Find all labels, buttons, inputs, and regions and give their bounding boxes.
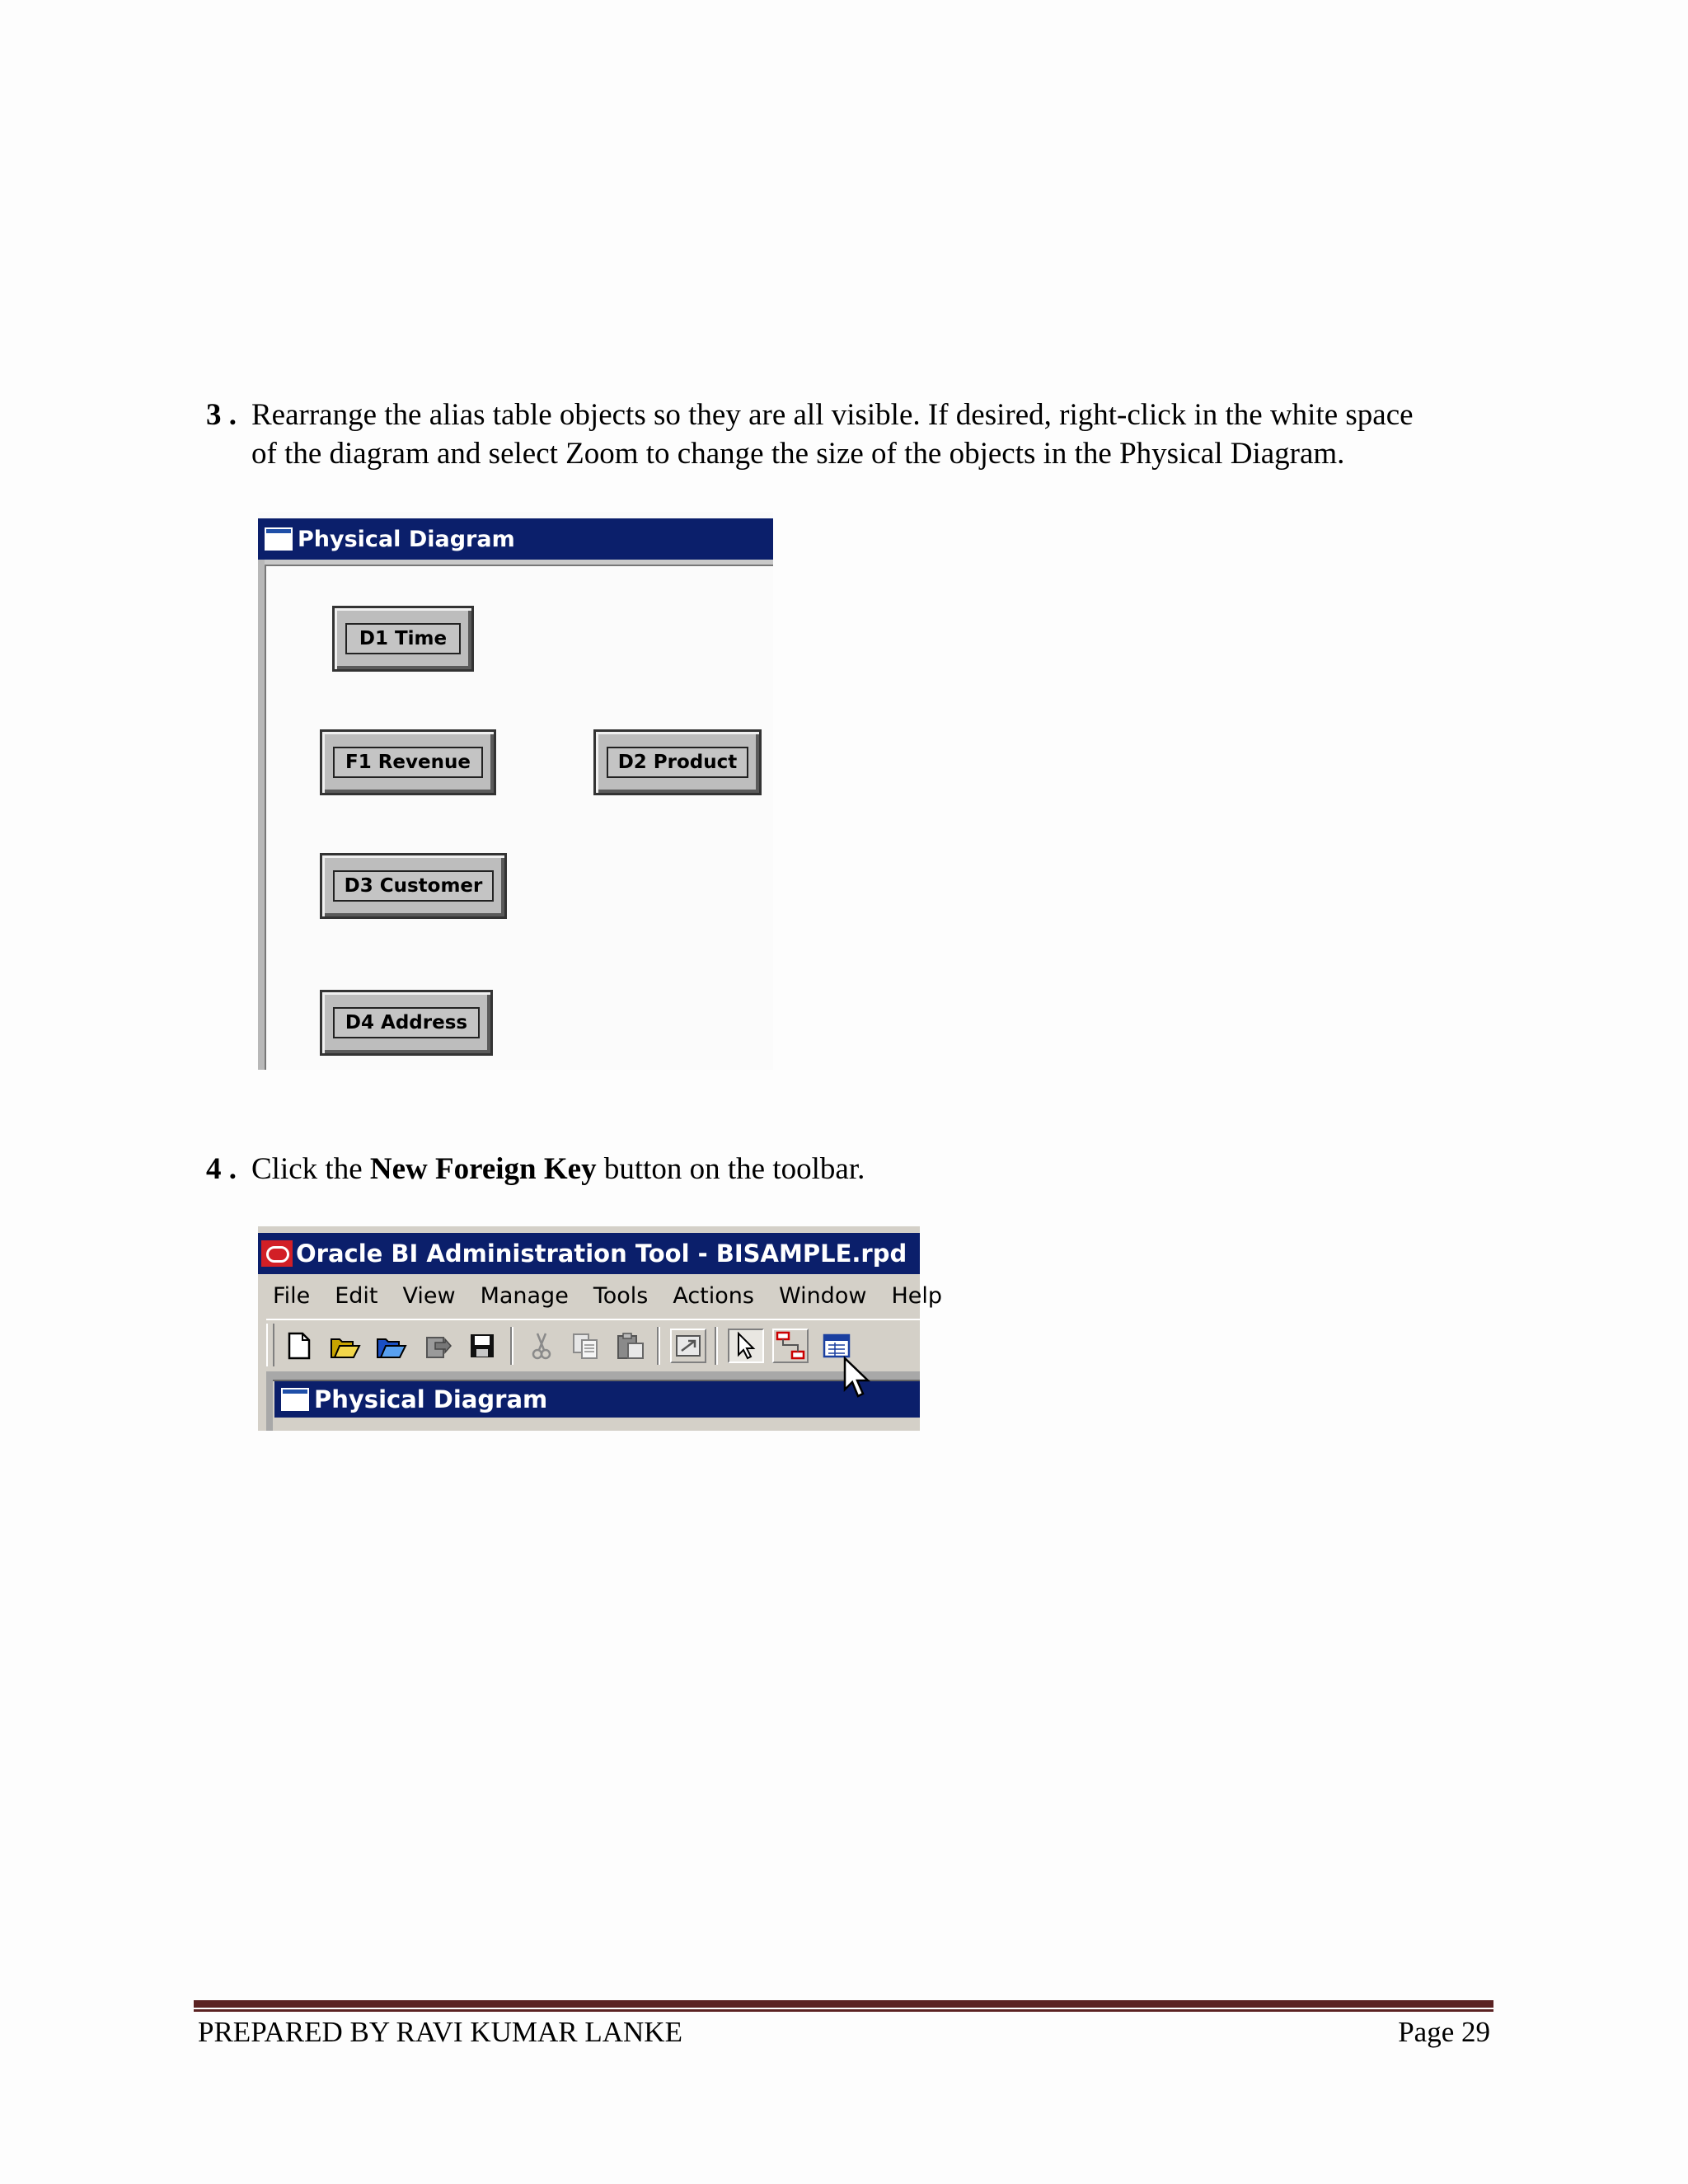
mdi-client-frame	[266, 1380, 273, 1431]
step-text-line: Rearrange the alias table objects so they are all visible. If desired, right-click in the white space	[251, 398, 1414, 432]
check-in-icon	[424, 1333, 452, 1359]
new-button[interactable]	[281, 1329, 317, 1363]
window-title: Physical Diagram	[298, 526, 515, 552]
toolbar-grip[interactable]	[266, 1324, 274, 1366]
oracle-logo-icon	[261, 1240, 293, 1267]
menu-tools[interactable]: Tools	[593, 1282, 649, 1309]
table-f1-revenue[interactable]	[320, 729, 496, 795]
footer-page-number: Page 29	[1398, 2016, 1490, 2048]
step-text-bold: New Foreign Key	[369, 1152, 597, 1186]
menu-view[interactable]: View	[402, 1282, 456, 1309]
select-arrow-icon	[736, 1332, 756, 1360]
toolbar-separator	[510, 1327, 513, 1365]
cut-button[interactable]	[523, 1329, 560, 1363]
physical-diagram-screenshot	[258, 512, 773, 1070]
menu-window[interactable]: Window	[778, 1282, 867, 1309]
cut-icon	[531, 1332, 552, 1360]
zoom-button[interactable]	[670, 1329, 706, 1363]
window-icon	[265, 527, 293, 551]
menu-manage[interactable]: Manage	[480, 1282, 569, 1309]
app-title: Oracle BI Administration Tool - BISAMPLE.rpd	[296, 1240, 907, 1268]
child-window-title: Physical Diagram	[314, 1385, 548, 1413]
window-icon	[281, 1388, 309, 1411]
table-label: F1 Revenue	[333, 747, 483, 778]
step-text-after: button on the toolbar.	[596, 1152, 865, 1186]
menu-edit[interactable]: Edit	[335, 1282, 378, 1309]
check-in-button[interactable]	[420, 1329, 456, 1363]
table-label: D1 Time	[345, 623, 461, 654]
save-button[interactable]	[464, 1329, 500, 1363]
footer-rule	[194, 2000, 1493, 2008]
table-d4-address[interactable]	[320, 990, 493, 1056]
copy-button[interactable]	[568, 1329, 604, 1363]
menu-bar	[273, 1277, 967, 1314]
step-text	[251, 1150, 865, 1188]
open-icon	[330, 1333, 361, 1359]
table-label: D3 Customer	[333, 870, 494, 902]
paste-button[interactable]	[612, 1329, 649, 1363]
physical-diagram-title-bar	[258, 518, 773, 560]
table-d2-product[interactable]	[593, 729, 762, 795]
table-d3-customer[interactable]	[320, 853, 507, 919]
table-label: D2 Product	[607, 747, 748, 778]
window-frame	[265, 560, 773, 566]
footer-author: PREPARED BY RAVI KUMAR LANKE	[198, 2016, 682, 2048]
table-label: D4 Address	[333, 1007, 480, 1038]
app-title-bar	[258, 1233, 920, 1274]
step-text-before: Click the	[251, 1152, 370, 1186]
step-text-line: of the diagram and select Zoom to change the size of the objects in the Physical Diagram.	[251, 437, 1345, 471]
menu-help[interactable]: Help	[891, 1282, 942, 1309]
toolbar-separator	[657, 1327, 660, 1365]
open-online-button[interactable]	[373, 1329, 410, 1363]
window-frame	[258, 560, 266, 1070]
menu-file[interactable]: File	[273, 1282, 311, 1309]
physical-diagram-child-title-bar	[274, 1381, 920, 1418]
paste-icon	[617, 1332, 645, 1360]
zoom-icon	[675, 1334, 701, 1357]
menu-actions[interactable]: Actions	[673, 1282, 754, 1309]
admin-tool-screenshot	[258, 1226, 942, 1431]
table-d1-time[interactable]	[332, 606, 474, 672]
save-icon	[469, 1333, 495, 1359]
toolbar	[266, 1319, 920, 1373]
new-table-icon	[823, 1333, 851, 1358]
mouse-cursor-icon	[843, 1357, 871, 1399]
select-button[interactable]	[728, 1329, 764, 1363]
step-text	[251, 396, 1414, 473]
footer-rule	[194, 2009, 1493, 2012]
mdi-client-frame	[266, 1371, 920, 1381]
copy-icon	[572, 1333, 600, 1359]
step-number: 4 .	[206, 1152, 237, 1186]
new-foreign-key-button[interactable]	[772, 1329, 809, 1363]
new-icon	[287, 1332, 312, 1360]
step-number: 3 .	[206, 398, 237, 432]
open-button[interactable]	[327, 1329, 363, 1363]
open-online-icon	[376, 1333, 407, 1359]
toolbar-separator	[715, 1327, 718, 1365]
new-foreign-key-icon	[775, 1330, 806, 1361]
